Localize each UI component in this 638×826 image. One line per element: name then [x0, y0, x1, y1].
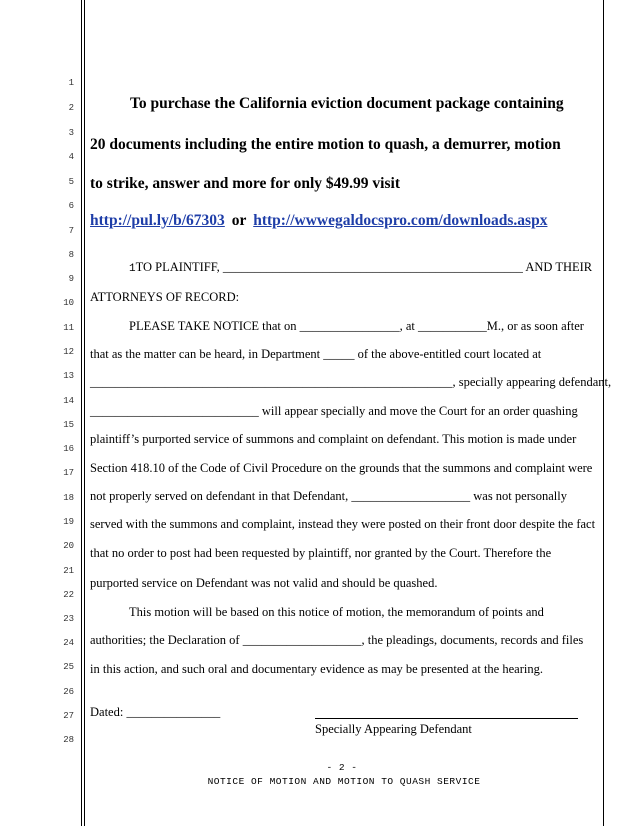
line-number: 14 — [63, 396, 74, 406]
line-number: 22 — [63, 590, 74, 600]
line-number: 10 — [63, 298, 74, 308]
line-number: 12 — [63, 347, 74, 357]
line-number: 2 — [68, 103, 74, 113]
line-number: 15 — [63, 420, 74, 430]
promo-line-2: 20 documents including the entire motion to quash, a demurrer, motion — [90, 136, 561, 153]
body-line-p3-c: in this action, and such oral and documentary evidence as may be presented at the hearing. — [90, 662, 543, 676]
promo-link-2[interactable]: http://wwwegaldocspro.com/downloads.aspx — [253, 212, 548, 229]
line-number: 23 — [63, 614, 74, 624]
line-number: 16 — [63, 444, 74, 454]
body-line-p1-b: ATTORNEYS OF RECORD: — [90, 290, 240, 304]
right-margin-rule — [603, 0, 604, 826]
promo-or: or — [231, 212, 247, 229]
signature-line — [315, 718, 578, 719]
body-line-p3-a: This motion will be based on this notice of motion, the memorandum of points and — [129, 605, 544, 619]
paragraph-number: 1 — [129, 263, 136, 275]
body-line-p2-e: plaintiff’s purported service of summons and complaint on defendant. This motion is made under — [90, 432, 577, 446]
line-number: 19 — [63, 517, 74, 527]
body-line-p2-c: __________________________________________________________, specially appearing defendant, — [90, 375, 612, 389]
line-number: 9 — [68, 274, 74, 284]
body-line-p2-b: that as the matter can be heard, in Department _____ of the above-entitled court located at — [90, 347, 542, 361]
line-number: 26 — [63, 687, 74, 697]
left-margin-rule-inner — [84, 0, 85, 826]
line-number: 5 — [68, 177, 74, 187]
body-line-p3-b: authorities; the Declaration of ___________________, the pleadings, documents, records and files — [90, 633, 584, 647]
body-line-p2-h: served with the summons and complaint, instead they were posted on their front door despite the fact — [90, 517, 596, 531]
promo-link-1[interactable]: http://pul.ly/b/67303 — [90, 212, 225, 229]
line-number: 28 — [63, 735, 74, 745]
line-number: 1 — [68, 78, 74, 88]
left-margin-rule-outer — [81, 0, 82, 826]
line-number: 21 — [63, 566, 74, 576]
line-number: 20 — [63, 541, 74, 551]
body-line-p1-a: 1TO PLAINTIFF, ________________________________________________ AND THEIR — [129, 260, 593, 275]
body-line-p2-j: purported service on Defendant was not valid and should be quashed. — [90, 576, 438, 590]
body-line-p2-g: not properly served on defendant in that Defendant, ___________________ was not personally — [90, 489, 567, 503]
line-number: 27 — [63, 711, 74, 721]
body-line-p2-d: ___________________________ will appear specially and move the Court for an order quashing — [90, 404, 578, 418]
line-number: 25 — [63, 662, 74, 672]
line-number: 4 — [68, 152, 74, 162]
page-number: - 2 - — [326, 762, 358, 773]
promo-line-3: to strike, answer and more for only $49.99 visit — [90, 175, 400, 192]
line-number: 8 — [68, 250, 74, 260]
signature-caption: Specially Appearing Defendant — [315, 722, 472, 736]
line-number: 3 — [68, 128, 74, 138]
line-number: 7 — [68, 226, 74, 236]
line-number: 13 — [63, 371, 74, 381]
line-number: 11 — [63, 323, 74, 333]
body-line-p2-a: PLEASE TAKE NOTICE that on ________________, at ___________M., or as soon after — [129, 319, 584, 333]
promo-links-line — [90, 212, 547, 230]
body-line-p2-f: Section 418.10 of the Code of Civil Procedure on the grounds that the summons and complaint were — [90, 461, 593, 475]
promo-line-1: To purchase the California eviction document package containing — [130, 95, 564, 112]
footer-title: NOTICE OF MOTION AND MOTION TO QUASH SERVICE — [207, 776, 481, 787]
body-line-p2-i: that no order to post had been requested by plaintiff, nor granted by the Court. Therefore the — [90, 546, 552, 560]
dated-line: Dated: _______________ — [90, 705, 221, 719]
line-number: 18 — [63, 493, 74, 503]
line-number: 17 — [63, 468, 74, 478]
line-number: 24 — [63, 638, 74, 648]
line-number: 6 — [68, 201, 74, 211]
